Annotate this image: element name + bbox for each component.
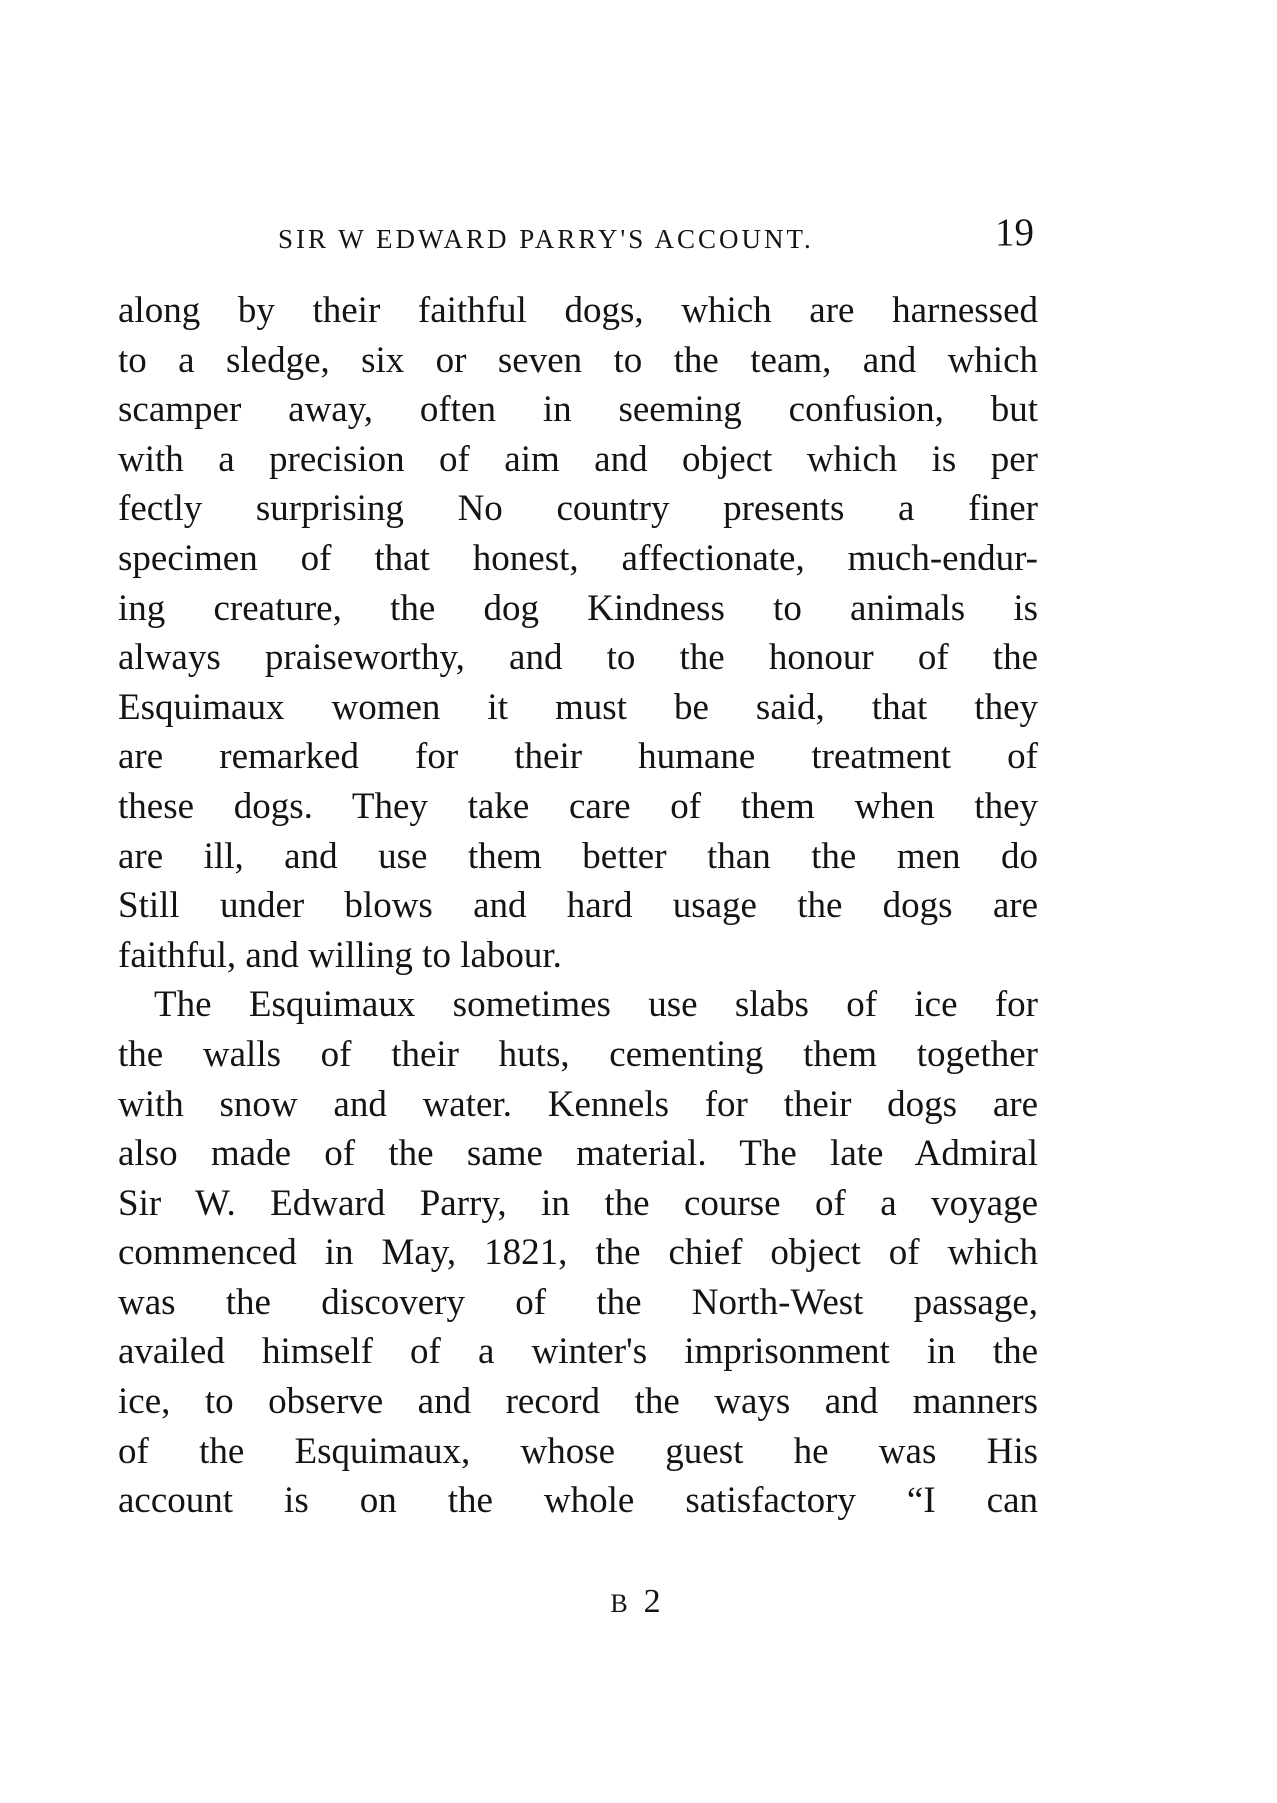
signature-mark — [0, 1583, 1277, 1621]
page-number: 19 — [995, 211, 1034, 254]
text-line: ing creature, the dog Kindness to animals is — [118, 587, 1038, 629]
signature-letter: B — [610, 1589, 634, 1618]
text-line: commenced in May, 1821, the chief object of which — [118, 1232, 1038, 1274]
text-line: Still under blows and hard usage the dogs are — [118, 885, 1038, 927]
text-line: always praiseworthy, and to the honour of the — [118, 637, 1038, 679]
running-head: SIR W EDWARD PARRY'S ACCOUNT. — [278, 224, 814, 254]
text-line: along by their faithful dogs, which are harnessed — [118, 290, 1038, 331]
text-line: availed himself of a winter's imprisonment in the — [118, 1331, 1038, 1373]
text-line: with a precision of aim and object which is per — [118, 438, 1038, 480]
text-line: the walls of their huts, cementing them together — [118, 1033, 1038, 1075]
text-line: are ill, and use them better than the men do — [118, 835, 1038, 877]
text-line: of the Esquimaux, whose guest he was His — [118, 1430, 1038, 1472]
text-line: Esquimaux women it must be said, that they — [118, 686, 1038, 728]
body-text — [118, 286, 1038, 1526]
text-line: The Esquimaux sometimes use slabs of ice for — [154, 984, 1038, 1026]
signature-number: 2 — [643, 1583, 667, 1620]
text-line: scamper away, often in seeming confusion, but — [118, 389, 1038, 431]
paragraph — [118, 286, 1038, 980]
text-line: account is on the whole satisfactory “I can — [118, 1480, 1038, 1522]
page-header — [118, 210, 1038, 270]
text-line: with snow and water. Kennels for their dogs are — [118, 1083, 1038, 1125]
text-line: also made of the same material. The late Admiral — [118, 1133, 1038, 1175]
text-line: Sir W. Edward Parry, in the course of a voyage — [118, 1182, 1038, 1224]
text-line: fectly surprising No country presents a finer — [118, 488, 1038, 530]
text-line: ice, to observe and record the ways and manners — [118, 1381, 1038, 1423]
text-line: specimen of that honest, affectionate, much-endur- — [118, 537, 1038, 579]
text-line: are remarked for their humane treatment of — [118, 736, 1038, 778]
text-line: was the discovery of the North-West passage, — [118, 1281, 1038, 1323]
paragraph — [118, 980, 1038, 1526]
text-line: these dogs. They take care of them when they — [118, 785, 1038, 827]
text-line: to a sledge, six or seven to the team, and which — [118, 339, 1038, 381]
text-line: faithful, and willing to labour. — [118, 934, 562, 976]
